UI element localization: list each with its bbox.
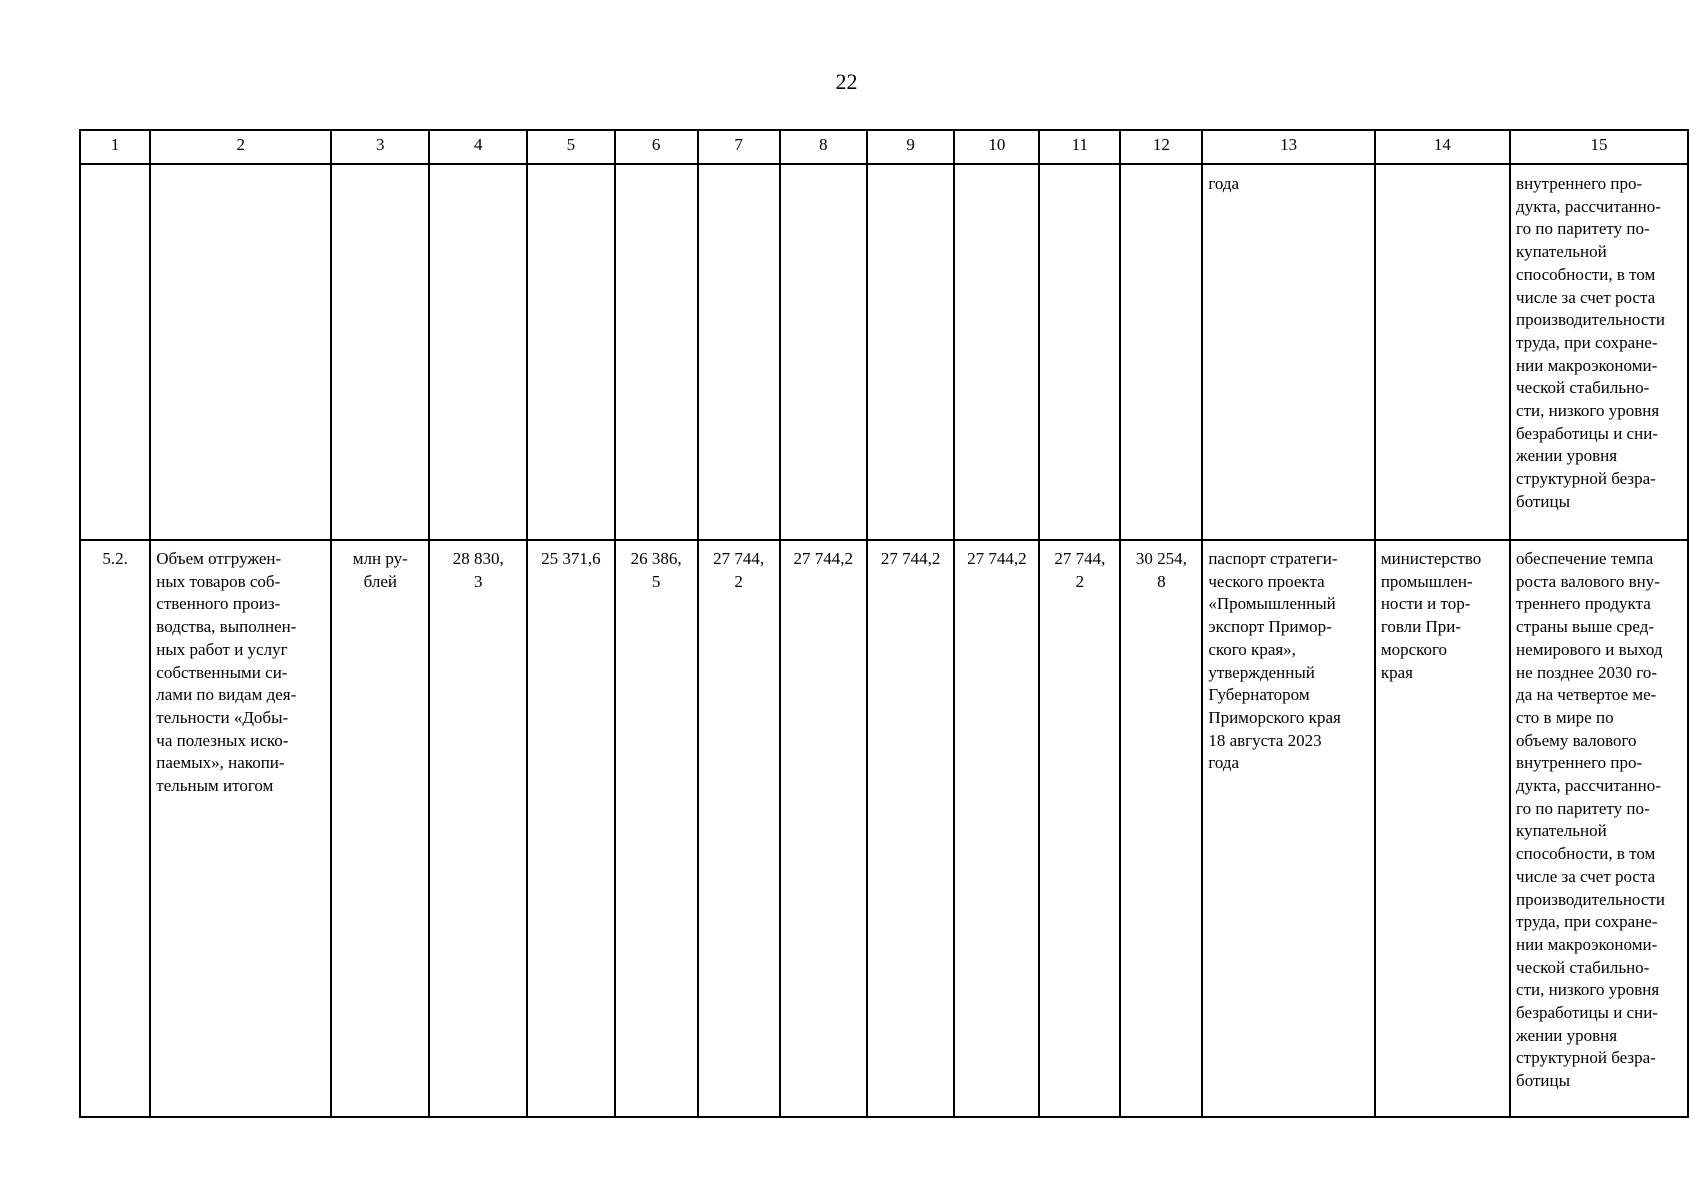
cell-value-11 xyxy=(1039,540,1120,1117)
value-text: 27 744,2 xyxy=(793,549,853,568)
header-cell: 8 xyxy=(780,130,867,164)
cell-unit xyxy=(331,540,429,1117)
cell-goal-continuation xyxy=(1510,164,1688,540)
cell-empty xyxy=(80,164,150,540)
cell-goal xyxy=(1510,540,1688,1117)
cell-value-9 xyxy=(867,540,954,1117)
cell-empty xyxy=(615,164,698,540)
cell-responsible xyxy=(1375,540,1510,1117)
cell-empty xyxy=(698,164,780,540)
indicator-text: Объем отгружен- ных товаров соб- ственного произ- водства, выполнен- ных работ и услуг собственными си- лами по видам дея- тельности «Добы- ча полезных иско- паемых», накопи- тельным итогом xyxy=(156,549,297,796)
header-cell: 3 xyxy=(331,130,429,164)
value-text: 25 371,6 xyxy=(541,549,601,568)
table-row-continuation xyxy=(80,164,1688,540)
page-number: 22 xyxy=(835,69,858,94)
header-cell: 14 xyxy=(1375,130,1510,164)
cell-empty xyxy=(331,164,429,540)
goal-text: обеспечение темпа роста валового вну- треннего продукта страны выше сред- немирового и выход не позднее 2030 го- да на четвертое ме- сто в мире по объему валового внутреннего про- дукта, рассчитанно- го по паритету по- купательной способности, в том числе за счет роста производительности труда, при сохране- нии макроэкономи- ческой стабильно- сти, низкого уровня безработицы и сни- жении уровня структурной безра- ботицы xyxy=(1516,549,1665,1091)
header-cell: 11 xyxy=(1039,130,1120,164)
cell-empty xyxy=(954,164,1039,540)
responsible-text: министерство промышлен- ности и тор- говли При- морского края xyxy=(1380,549,1482,682)
cell-empty xyxy=(1039,164,1120,540)
cell-document xyxy=(1202,540,1375,1117)
header-cell: 4 xyxy=(429,130,527,164)
cell-value-4 xyxy=(429,540,527,1117)
cell-empty xyxy=(527,164,614,540)
cell-value-10 xyxy=(954,540,1039,1117)
header-cell: 5 xyxy=(527,130,614,164)
cell-empty xyxy=(1375,164,1510,540)
cell-document-continuation xyxy=(1202,164,1375,540)
cell-value-7 xyxy=(698,540,780,1117)
cell-value-6 xyxy=(615,540,698,1117)
goal-continuation-text: внутреннего про- дукта, рассчитанно- го по паритету по- купательной способности, в том числе за счет роста производительности труда, при сохране- нии макроэкономи- ческой стабильно- сти, низкого уровня безработицы и сни- жении уровня структурной безра- ботицы xyxy=(1516,174,1665,511)
indicators-table xyxy=(79,129,1689,1118)
row-number: 5.2. xyxy=(102,549,128,568)
value-text: 28 830, 3 xyxy=(452,549,504,591)
table-row-5-2 xyxy=(80,540,1688,1117)
value-text: 30 254, 8 xyxy=(1135,549,1187,591)
table-header-row xyxy=(80,130,1688,164)
value-text: 27 744, 2 xyxy=(713,549,765,591)
header-cell: 10 xyxy=(954,130,1039,164)
cell-value-12 xyxy=(1120,540,1202,1117)
cell-empty xyxy=(1120,164,1202,540)
header-cell: 12 xyxy=(1120,130,1202,164)
cell-value-5 xyxy=(527,540,614,1117)
value-text: 27 744,2 xyxy=(967,549,1027,568)
cell-empty xyxy=(150,164,331,540)
header-cell: 2 xyxy=(150,130,331,164)
cell-empty xyxy=(780,164,867,540)
header-cell: 7 xyxy=(698,130,780,164)
header-cell: 6 xyxy=(615,130,698,164)
cell-indicator xyxy=(150,540,331,1117)
cell-value-8 xyxy=(780,540,867,1117)
unit-text: млн ру- блей xyxy=(352,549,408,591)
cell-row-number xyxy=(80,540,150,1117)
value-text: 27 744,2 xyxy=(880,549,941,568)
cell-empty xyxy=(429,164,527,540)
header-cell: 1 xyxy=(80,130,150,164)
header-cell: 9 xyxy=(867,130,954,164)
cell-empty xyxy=(867,164,954,540)
document-text: паспорт стратеги- ческого проекта «Промышленный экспорт Примор- ского края», утвержденный Губернатором Приморского края 18 августа 2023 года xyxy=(1208,549,1341,773)
header-cell: 15 xyxy=(1510,130,1688,164)
value-text: 27 744, 2 xyxy=(1054,549,1106,591)
value-text: 26 386, 5 xyxy=(630,549,682,591)
document-continuation-text: года xyxy=(1208,174,1240,193)
header-cell: 13 xyxy=(1202,130,1375,164)
